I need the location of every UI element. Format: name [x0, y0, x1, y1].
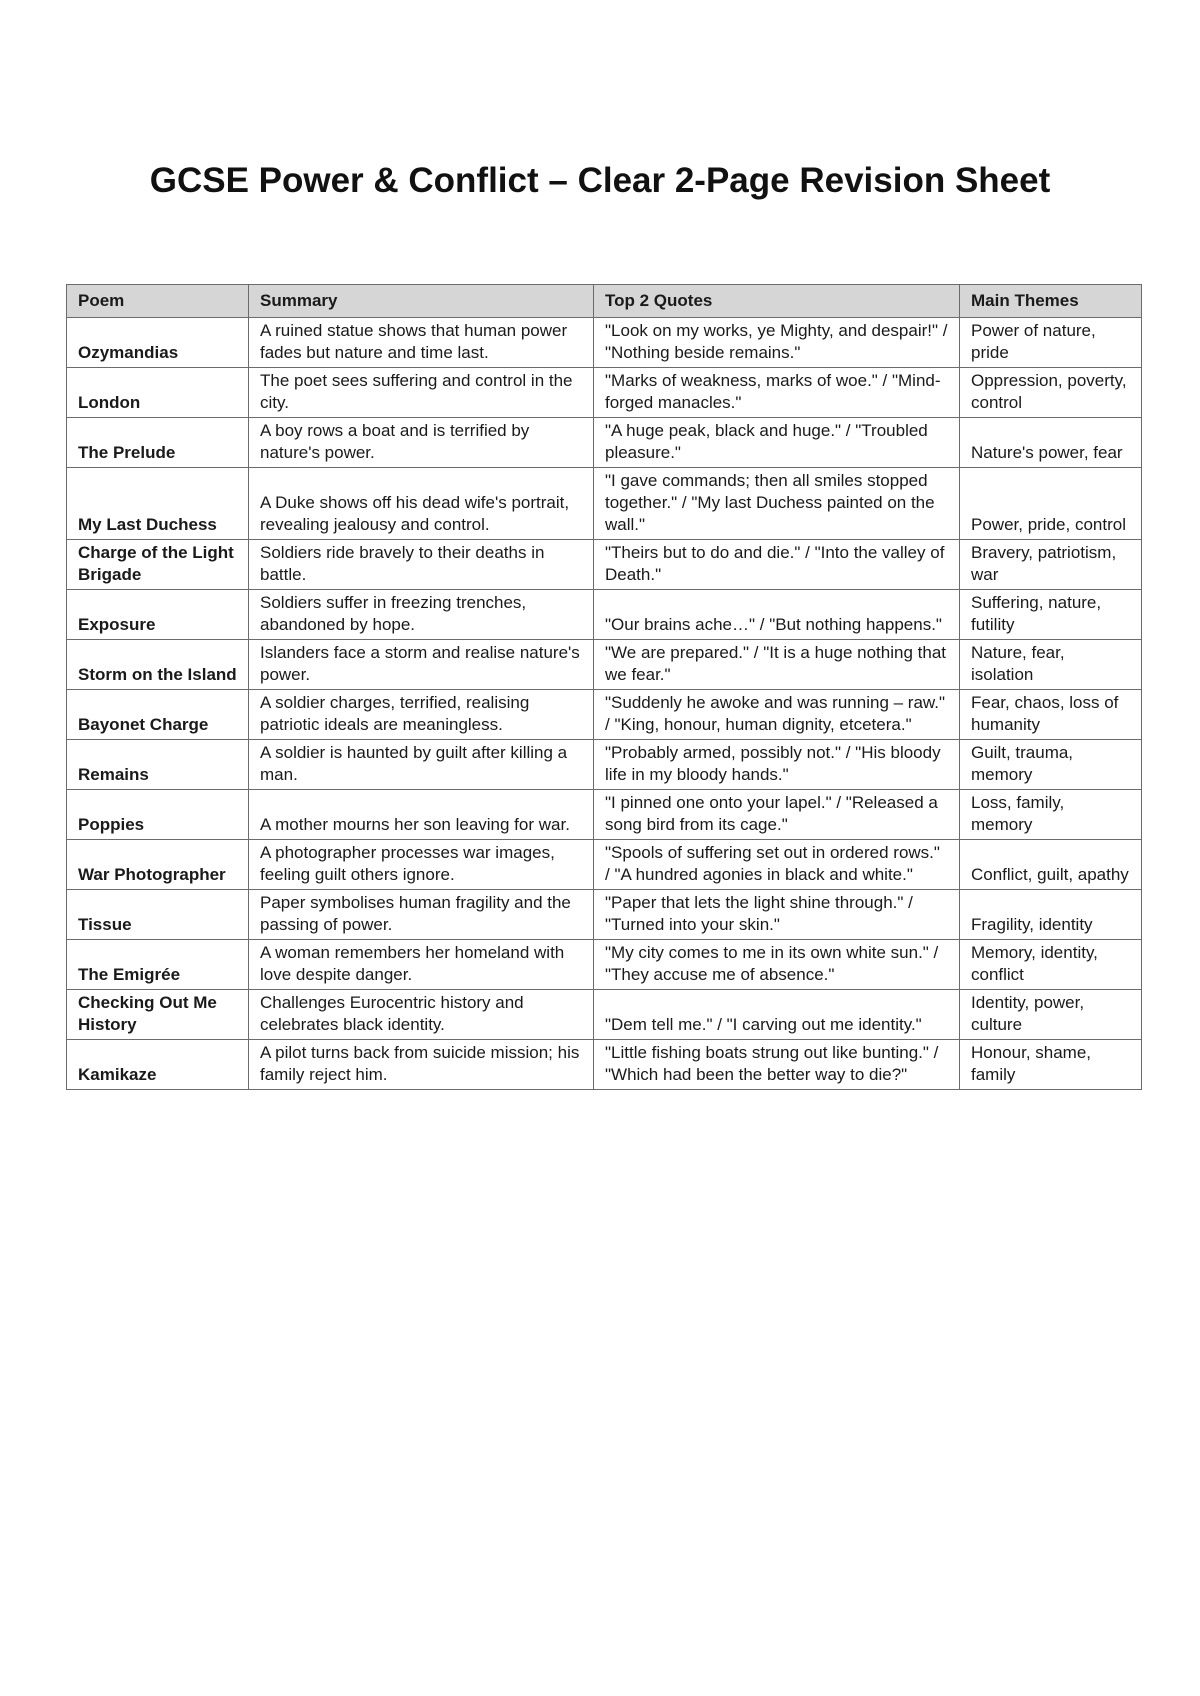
header-quotes: Top 2 Quotes: [594, 285, 960, 318]
header-themes: Main Themes: [960, 285, 1142, 318]
themes-cell: Identity, power, culture: [960, 990, 1142, 1040]
table-row: [67, 1040, 1142, 1090]
themes-cell: Honour, shame, family: [960, 1040, 1142, 1090]
quotes-cell: "Probably armed, possibly not." / "His bloody life in my bloody hands.": [594, 740, 960, 790]
themes-cell: Conflict, guilt, apathy: [960, 840, 1142, 890]
summary-cell: A Duke shows off his dead wife's portrait, revealing jealousy and control.: [249, 468, 594, 540]
quotes-cell: "Little fishing boats strung out like bunting." / "Which had been the better way to die?": [594, 1040, 960, 1090]
themes-cell: Fragility, identity: [960, 890, 1142, 940]
quotes-cell: "I pinned one onto your lapel." / "Released a song bird from its cage.": [594, 790, 960, 840]
themes-cell: Loss, family, memory: [960, 790, 1142, 840]
quotes-cell: "I gave commands; then all smiles stopped together." / "My last Duchess painted on the wall.": [594, 468, 960, 540]
table-row: [67, 368, 1142, 418]
summary-cell: A pilot turns back from suicide mission; his family reject him.: [249, 1040, 594, 1090]
poem-cell: London: [67, 368, 249, 418]
quotes-cell: "Paper that lets the light shine through." / "Turned into your skin.": [594, 890, 960, 940]
table-row: [67, 940, 1142, 990]
poem-cell: Ozymandias: [67, 318, 249, 368]
poem-cell: War Photographer: [67, 840, 249, 890]
quotes-cell: "Marks of weakness, marks of woe." / "Mind-forged manacles.": [594, 368, 960, 418]
summary-cell: The poet sees suffering and control in the city.: [249, 368, 594, 418]
poem-cell: Remains: [67, 740, 249, 790]
table-row: [67, 890, 1142, 940]
table-row: [67, 468, 1142, 540]
table-row: [67, 790, 1142, 840]
poem-cell: Bayonet Charge: [67, 690, 249, 740]
quotes-cell: "A huge peak, black and huge." / "Troubled pleasure.": [594, 418, 960, 468]
poem-cell: Exposure: [67, 590, 249, 640]
header-summary: Summary: [249, 285, 594, 318]
header-poem: Poem: [67, 285, 249, 318]
table-row: [67, 540, 1142, 590]
poem-cell: My Last Duchess: [67, 468, 249, 540]
summary-cell: Challenges Eurocentric history and celebrates black identity.: [249, 990, 594, 1040]
poem-cell: The Prelude: [67, 418, 249, 468]
quotes-cell: "Look on my works, ye Mighty, and despair!" / "Nothing beside remains.": [594, 318, 960, 368]
themes-cell: Guilt, trauma, memory: [960, 740, 1142, 790]
quotes-cell: "Suddenly he awoke and was running – raw." / "King, honour, human dignity, etcetera.": [594, 690, 960, 740]
poem-cell: The Emigrée: [67, 940, 249, 990]
summary-cell: Islanders face a storm and realise nature's power.: [249, 640, 594, 690]
table-row: [67, 418, 1142, 468]
themes-cell: Suffering, nature, futility: [960, 590, 1142, 640]
table-row: [67, 690, 1142, 740]
quotes-cell: "Our brains ache…" / "But nothing happens.": [594, 590, 960, 640]
themes-cell: Nature, fear, isolation: [960, 640, 1142, 690]
table-row: [67, 590, 1142, 640]
quotes-cell: "Spools of suffering set out in ordered rows." / "A hundred agonies in black and white.": [594, 840, 960, 890]
poem-cell: Poppies: [67, 790, 249, 840]
themes-cell: Power, pride, control: [960, 468, 1142, 540]
poem-cell: Checking Out Me History: [67, 990, 249, 1040]
poem-cell: Kamikaze: [67, 1040, 249, 1090]
summary-cell: A soldier is haunted by guilt after killing a man.: [249, 740, 594, 790]
themes-cell: Bravery, patriotism, war: [960, 540, 1142, 590]
summary-cell: A woman remembers her homeland with love despite danger.: [249, 940, 594, 990]
summary-cell: Paper symbolises human fragility and the passing of power.: [249, 890, 594, 940]
summary-cell: A boy rows a boat and is terrified by nature's power.: [249, 418, 594, 468]
themes-cell: Oppression, poverty, control: [960, 368, 1142, 418]
table-row: [67, 840, 1142, 890]
summary-cell: A mother mourns her son leaving for war.: [249, 790, 594, 840]
table-header-row: [67, 285, 1142, 318]
quotes-cell: "We are prepared." / "It is a huge nothing that we fear.": [594, 640, 960, 690]
summary-cell: A ruined statue shows that human power fades but nature and time last.: [249, 318, 594, 368]
poem-cell: Tissue: [67, 890, 249, 940]
revision-table: [66, 284, 1142, 1090]
summary-cell: A photographer processes war images, feeling guilt others ignore.: [249, 840, 594, 890]
page-title: GCSE Power & Conflict – Clear 2-Page Revision Sheet: [149, 161, 1051, 200]
summary-cell: Soldiers suffer in freezing trenches, abandoned by hope.: [249, 590, 594, 640]
poem-cell: Storm on the Island: [67, 640, 249, 690]
quotes-cell: "Dem tell me." / "I carving out me identity.": [594, 990, 960, 1040]
table-row: [67, 640, 1142, 690]
summary-cell: A soldier charges, terrified, realising patriotic ideals are meaningless.: [249, 690, 594, 740]
poem-cell: Charge of the Light Brigade: [67, 540, 249, 590]
themes-cell: Power of nature, pride: [960, 318, 1142, 368]
themes-cell: Memory, identity, conflict: [960, 940, 1142, 990]
themes-cell: Fear, chaos, loss of humanity: [960, 690, 1142, 740]
table-row: [67, 740, 1142, 790]
themes-cell: Nature's power, fear: [960, 418, 1142, 468]
table-row: [67, 990, 1142, 1040]
summary-cell: Soldiers ride bravely to their deaths in battle.: [249, 540, 594, 590]
quotes-cell: "Theirs but to do and die." / "Into the valley of Death.": [594, 540, 960, 590]
quotes-cell: "My city comes to me in its own white sun." / "They accuse me of absence.": [594, 940, 960, 990]
table-row: [67, 318, 1142, 368]
